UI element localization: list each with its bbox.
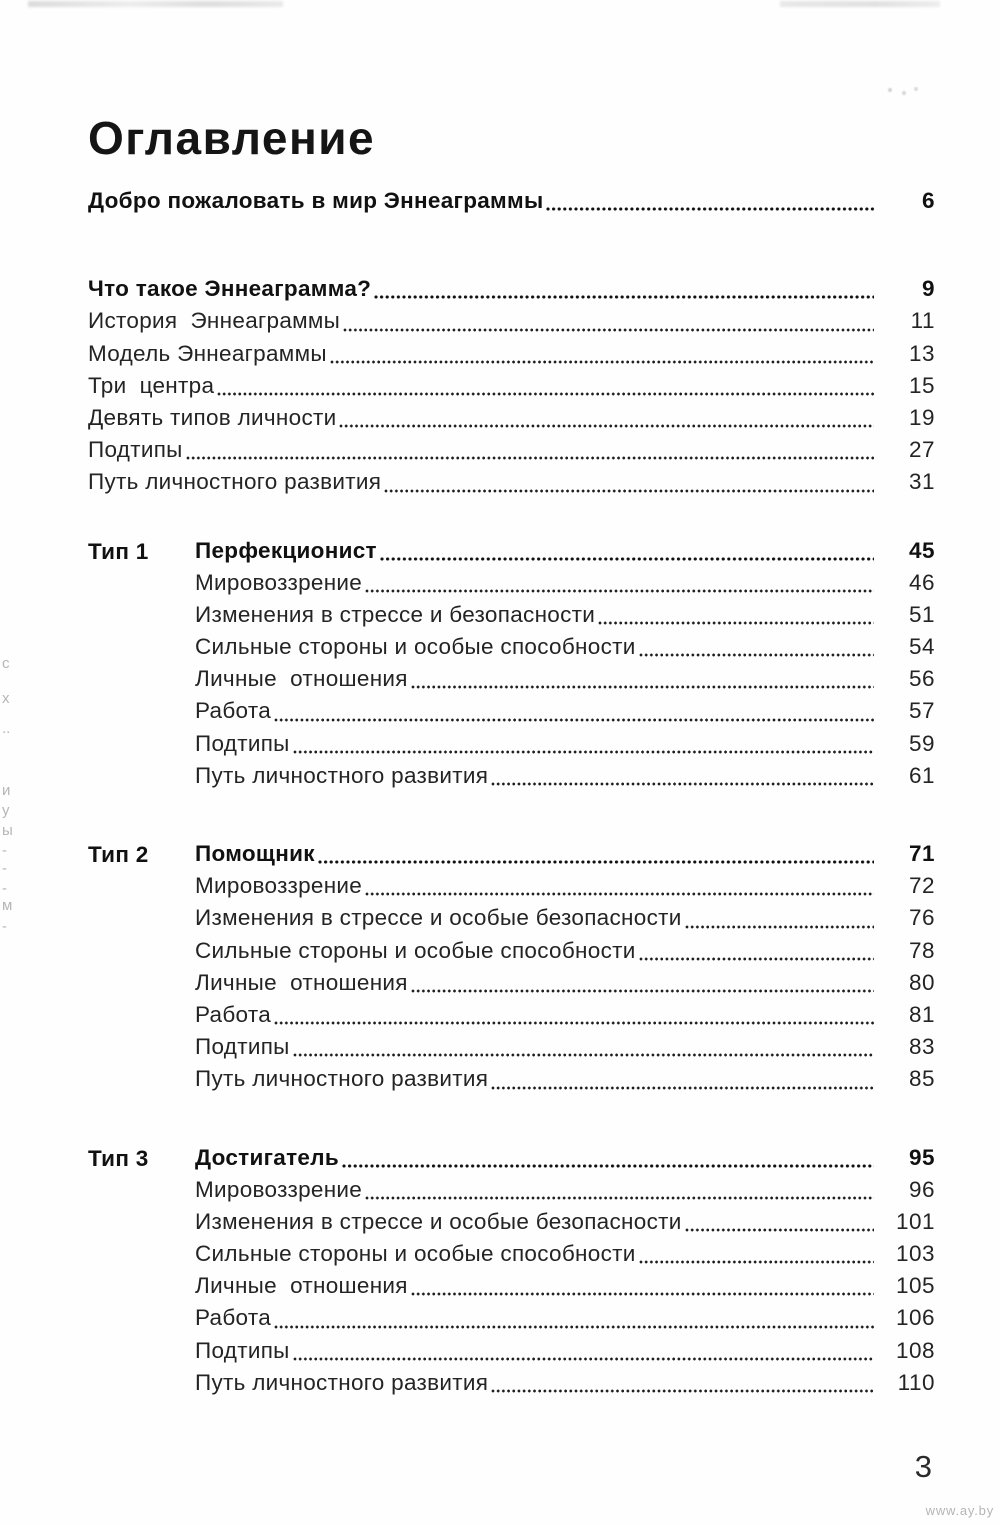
- type-rows: [195, 1143, 935, 1401]
- toc-entry-page: 13: [908, 340, 935, 366]
- toc-entry-label: Подтипы: [195, 1034, 290, 1060]
- dot-leader: [293, 1053, 874, 1057]
- dot-leader: [380, 557, 874, 561]
- toc-entry-page: 54: [908, 634, 935, 660]
- scan-edge-strip-right: [780, 1, 940, 7]
- dot-leader: [491, 1086, 874, 1090]
- type-label: Тип 1: [88, 538, 149, 564]
- toc-entry-page: 83: [908, 1034, 935, 1060]
- type-rows: [195, 536, 935, 794]
- toc-type-section-1: [88, 536, 935, 794]
- table-of-contents: [88, 186, 935, 1446]
- dot-leader: [491, 782, 874, 786]
- dot-leader: [365, 1196, 874, 1200]
- dot-leader: [411, 1292, 874, 1296]
- toc-entry-label: Личные отношения: [195, 969, 408, 995]
- toc-entry-page: 80: [908, 969, 935, 995]
- toc-entry-label: Личные отношения: [195, 1273, 408, 1299]
- toc-entry: [195, 1064, 935, 1096]
- toc-section-overview: [88, 274, 935, 499]
- toc-entry-page: 6: [921, 188, 935, 213]
- edge-letter: х: [2, 690, 10, 707]
- dot-leader: [374, 295, 874, 299]
- toc-entry-page: 106: [895, 1305, 935, 1331]
- toc-entry-page: 31: [908, 469, 935, 495]
- dot-leader: [546, 207, 874, 211]
- toc-entry: [88, 403, 935, 435]
- toc-entry-label: История Эннеаграммы: [88, 308, 341, 334]
- toc-entry-page: 56: [908, 666, 935, 692]
- dot-leader: [318, 860, 874, 864]
- toc-entry-label: Путь личностного развития: [195, 762, 489, 788]
- dot-leader: [339, 424, 874, 428]
- toc-entry-page: 85: [908, 1066, 935, 1092]
- dot-leader: [217, 392, 874, 396]
- dot-leader: [365, 892, 874, 896]
- dot-leader: [274, 1021, 874, 1025]
- toc-entry-page: 59: [908, 730, 935, 756]
- dot-leader: [186, 456, 874, 460]
- toc-entry-page: 108: [895, 1337, 935, 1363]
- toc-entry: [195, 600, 935, 632]
- dot-leader: [343, 328, 874, 332]
- toc-entry-page: 105: [895, 1273, 935, 1299]
- watermark: www.ay.by: [925, 1503, 994, 1518]
- toc-entry-label: Девять типов личности: [88, 404, 337, 430]
- toc-entry: [195, 839, 935, 871]
- toc-entry-label: Путь личностного развития: [195, 1066, 489, 1092]
- toc-entry: [195, 664, 935, 696]
- edge-letter: м: [2, 897, 13, 914]
- toc-entry-page: 27: [908, 437, 935, 463]
- dot-leader: [293, 750, 874, 754]
- toc-entry-page: 101: [895, 1208, 935, 1234]
- toc-entry: [88, 274, 935, 306]
- toc-entry-label: Сильные стороны и особые способности: [195, 1241, 636, 1267]
- toc-entry-label: Перфекционист: [195, 537, 377, 563]
- edge-letter: и: [2, 782, 11, 799]
- toc-entry: [88, 186, 935, 218]
- toc-entry-page: 95: [908, 1144, 935, 1170]
- toc-entry-label: Мировоззрение: [195, 569, 363, 595]
- toc-entry: [195, 1303, 935, 1335]
- toc-entry: [195, 632, 935, 664]
- toc-entry: [195, 1175, 935, 1207]
- toc-entry-label: Подтипы: [88, 437, 183, 463]
- toc-section-intro: [88, 186, 935, 218]
- toc-entry: [195, 568, 935, 600]
- toc-entry: [195, 1207, 935, 1239]
- type-rows: [195, 839, 935, 1097]
- dot-leader: [685, 1228, 874, 1232]
- dot-leader: [365, 589, 874, 593]
- toc-entry-label: Достигатель: [195, 1144, 339, 1170]
- toc-entry-page: 72: [908, 873, 935, 899]
- toc-entry: [195, 1032, 935, 1064]
- toc-entry-label: Модель Эннеаграммы: [88, 340, 327, 366]
- toc-entry-label: Личные отношения: [195, 666, 408, 692]
- toc-entry-label: Подтипы: [195, 730, 290, 756]
- type-label: Тип 2: [88, 842, 149, 867]
- edge-letter: -: [2, 842, 7, 859]
- toc-entry-label: Изменения в стрессе и особые безопасности: [195, 1208, 682, 1234]
- toc-type-section-2: [88, 839, 935, 1097]
- toc-entry-page: 57: [908, 698, 935, 724]
- toc-entry-label: Мировоззрение: [195, 1176, 363, 1202]
- toc-entry: [195, 903, 935, 935]
- toc-entry: [195, 936, 935, 968]
- toc-entry-label: Путь личностного развития: [88, 469, 382, 495]
- toc-entry-page: 45: [908, 537, 935, 563]
- toc-entry-label: Что такое Эннеаграмма?: [88, 276, 372, 302]
- toc-entry: [195, 1000, 935, 1032]
- toc-entry: [195, 536, 935, 568]
- edge-letter: с: [2, 655, 10, 672]
- toc-entry-page: 11: [910, 308, 935, 334]
- toc-entry: [88, 339, 935, 371]
- edge-letter: ы: [2, 822, 13, 839]
- toc-entry-page: 103: [895, 1241, 935, 1267]
- toc-entry-page: 61: [908, 762, 935, 788]
- toc-entry-label: Изменения в стрессе и особые безопасности: [195, 905, 682, 931]
- edge-letter: у: [2, 802, 10, 819]
- toc-entry: [195, 1271, 935, 1303]
- scan-smudge: [888, 88, 892, 92]
- dot-leader: [598, 621, 874, 625]
- toc-entry-label: Путь личностного развития: [195, 1369, 489, 1395]
- dot-leader: [639, 653, 874, 657]
- toc-entry: [195, 761, 935, 793]
- toc-entry: [195, 968, 935, 1000]
- toc-entry-label: Мировоззрение: [195, 873, 363, 899]
- toc-entry-label: Подтипы: [195, 1337, 290, 1363]
- toc-entry-page: 110: [897, 1369, 935, 1395]
- toc-entry-page: 15: [908, 372, 935, 398]
- toc-entry-page: 96: [908, 1176, 935, 1202]
- toc-entry: [88, 306, 935, 338]
- edge-letter: -: [2, 860, 7, 877]
- toc-entry-label: Работа: [195, 698, 272, 724]
- toc-entry-label: Изменения в стрессе и безопасности: [195, 601, 596, 627]
- toc-type-section-3: [88, 1143, 935, 1401]
- dot-leader: [685, 925, 874, 929]
- page-number: 3: [914, 1449, 932, 1484]
- toc-entry-label: Три центра: [88, 372, 215, 398]
- type-label: Тип 3: [88, 1145, 149, 1171]
- dot-leader: [384, 489, 874, 493]
- toc-entry-page: 19: [908, 404, 935, 430]
- toc-entry: [195, 1143, 935, 1175]
- toc-entry-label: Работа: [195, 1305, 272, 1331]
- toc-entry: [195, 1336, 935, 1368]
- toc-entry: [88, 467, 935, 499]
- dot-leader: [330, 360, 874, 364]
- toc-entry: [88, 435, 935, 467]
- toc-entry-label: Добро пожаловать в мир Эннеаграммы: [88, 188, 544, 213]
- toc-entry: [195, 1239, 935, 1271]
- edge-letter: -: [2, 880, 7, 897]
- toc-entry: [195, 871, 935, 903]
- toc-entry-label: Работа: [195, 1001, 272, 1027]
- dot-leader: [411, 989, 874, 993]
- toc-entry-label: Сильные стороны и особые способности: [195, 634, 636, 660]
- page-title: Оглавление: [88, 111, 376, 164]
- toc-entry-page: 81: [908, 1001, 935, 1027]
- toc-entry-page: 46: [908, 569, 935, 595]
- toc-entry: [88, 371, 935, 403]
- toc-entry-page: 78: [908, 937, 935, 963]
- edge-letter: ..: [2, 720, 11, 737]
- toc-entry-page: 76: [908, 905, 935, 931]
- toc-entry: [195, 696, 935, 728]
- dot-leader: [639, 957, 874, 961]
- toc-entry: [195, 1368, 935, 1400]
- toc-entry: [195, 729, 935, 761]
- dot-leader: [411, 685, 874, 689]
- toc-entry-label: Сильные стороны и особые способности: [195, 937, 636, 963]
- toc-entry-label: Помощник: [195, 841, 315, 866]
- toc-entry-page: 71: [908, 841, 935, 866]
- dot-leader: [274, 718, 874, 722]
- toc-entry-page: 9: [921, 276, 935, 302]
- edge-letter: -: [2, 918, 7, 935]
- toc-entry-page: 51: [908, 601, 935, 627]
- scan-edge-strip-left: [28, 1, 283, 7]
- dot-leader: [639, 1260, 874, 1264]
- dot-leader: [491, 1389, 874, 1393]
- dot-leader: [342, 1164, 874, 1168]
- dot-leader: [293, 1357, 874, 1361]
- dot-leader: [274, 1325, 874, 1329]
